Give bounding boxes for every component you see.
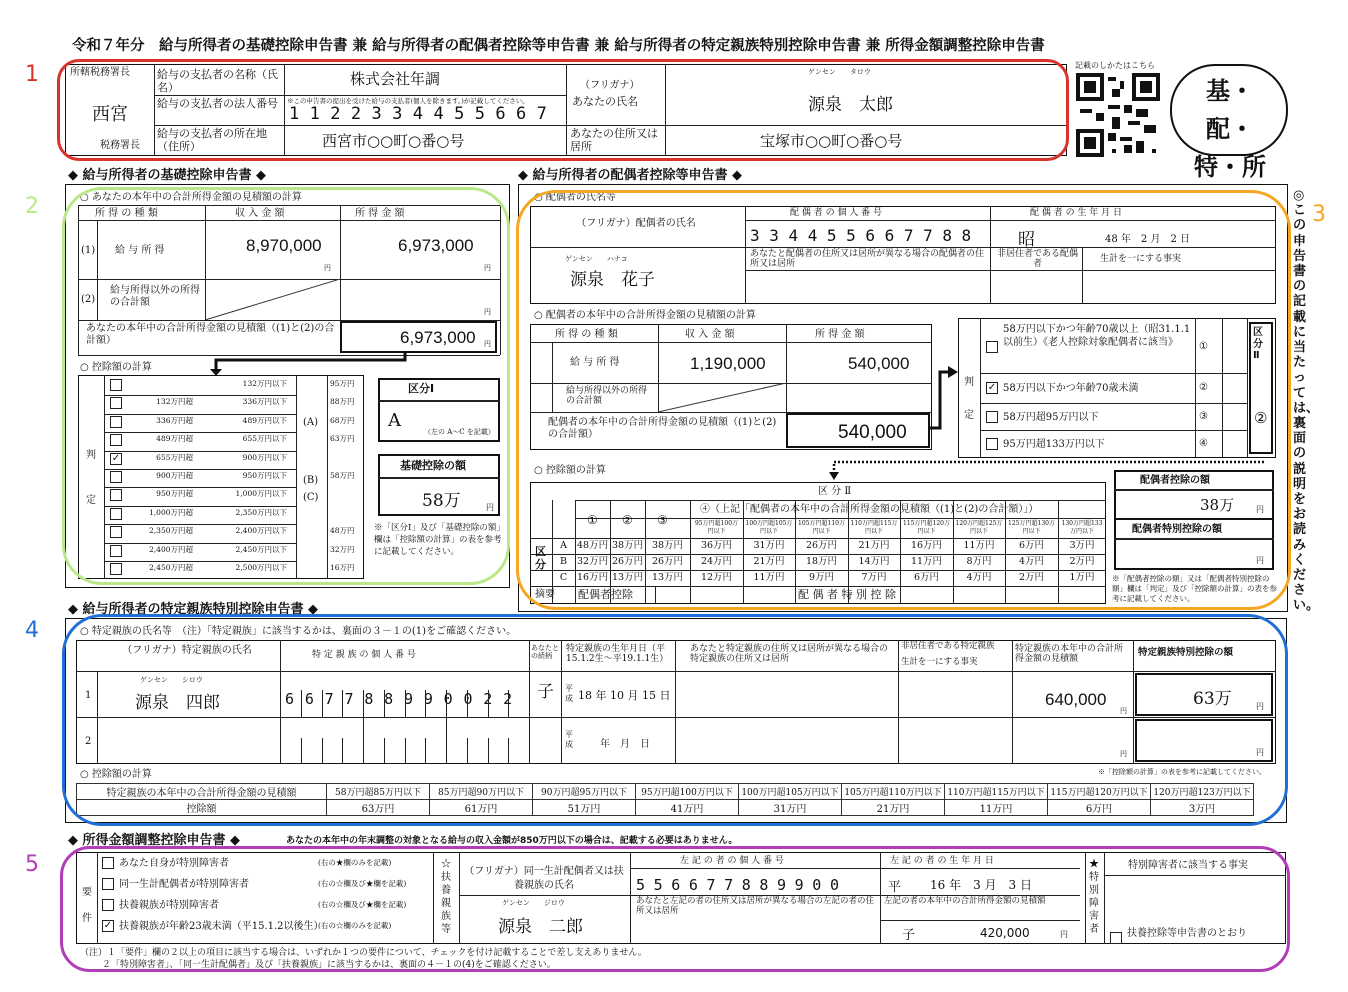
spouse-grid-cell: 6万円 — [913, 572, 940, 583]
adjust-section-title: ◆ 所得金額調整控除申告書 ◆ — [68, 833, 241, 848]
spouse-grid-subhead: 105万円超110万円以下 — [798, 520, 845, 535]
spouse-grid-foot-b: 配 偶 者 特 別 控 除 — [798, 588, 896, 601]
spouse-judge-no: ② — [1199, 382, 1208, 393]
kubun2-value[interactable]: ② — [1254, 409, 1268, 427]
side-note: ◎この申告書の記載に当たっては、裏面の説明をお読みください。 — [1293, 188, 1320, 614]
adjust-rel[interactable]: 子 — [902, 928, 916, 943]
spouse-grid-cell: 21万円 — [753, 556, 785, 567]
spouse-grid-cell: 26万円 — [805, 540, 838, 551]
kubun2-label: 区分Ⅱ — [1253, 327, 1263, 361]
basic-row-to: 336万円以下 — [242, 397, 287, 407]
spouse-kojin-label: 配 偶 者 の 個 人 番 号 — [790, 208, 883, 218]
adjust-note2: ２「特別障害者」、「同一生計配偶者」及び「扶養親族」に該当するかは、裏面の４－１の(4)をご確認ください。 — [102, 960, 556, 970]
basic-row-from: 2,450万円超 — [149, 563, 193, 572]
basic-row1-yen2: 円 — [484, 264, 491, 272]
adjust-total-label: 左記の者の本年中の合計所得金額の見積額 — [884, 896, 1046, 906]
basic-judge2: 定 — [86, 495, 96, 506]
tokutei-range-amount: 3万円 — [1151, 800, 1254, 816]
tokutei-row1-no: 1 — [85, 690, 92, 701]
basic-abc-a: (A) — [303, 417, 319, 428]
adjust-tokubetsu: ★特別障害者 — [1089, 859, 1099, 935]
spouse-calc-title: ○ 配偶者の本年中の合計所得金額の見積額の計算 — [534, 310, 756, 321]
marker-2: 2 — [25, 194, 39, 219]
spouse-grid-cell: 4万円 — [966, 572, 992, 583]
adjust-item-note: (右の★欄のみを記載) — [318, 858, 392, 867]
spouse-grid-cell: C — [559, 572, 568, 583]
tokutei-range-amount: 21万円 — [842, 800, 945, 816]
spouse-section-title: ◆ 給与所得者の配偶者控除等申告書 ◆ — [518, 168, 743, 183]
tokutei-col-rel: あなたとの続柄 — [531, 644, 559, 661]
tokutei-total[interactable]: 640,000 — [1045, 690, 1107, 709]
tokutei-range: 85万円超90万円以下 — [430, 784, 533, 800]
adjust-total[interactable]: 420,000 — [980, 926, 1030, 940]
basic-row-from: 2,350万円超 — [149, 526, 193, 536]
office-suffix: 税務署長 — [100, 140, 140, 151]
spouse-judge-no: ④ — [1199, 438, 1208, 449]
adjust-name-label: （フリガナ）同一生計配偶者又は扶養親族の氏名 — [464, 866, 624, 891]
spouse-grid-cell: 2万円 — [1018, 572, 1045, 583]
spouse-row2-label: 給与所得以外の所得の合計額 — [566, 386, 648, 407]
basic-row2-label: 給与所得以外の所得の合計額 — [110, 285, 200, 308]
payer-addr-label: 給与の支払者の所在地（住所） — [157, 127, 267, 153]
adjust-birth[interactable]: 16 年 3 月 3 日 — [930, 878, 1032, 892]
tokutei-col-amount: 特定親族特別控除の額 — [1138, 647, 1234, 658]
adjust-item-checkbox[interactable]: ✓ — [103, 920, 113, 931]
spouse-amount-label: 配偶者控除の額 — [1140, 475, 1210, 486]
tokutei-range-amount: 61万円 — [430, 800, 533, 816]
spouse-grid-cell: 38万円 — [612, 540, 644, 551]
spouse-judge-label: 58万円超95万円以下 — [1003, 411, 1099, 423]
tokutei-range-amount: 6万円 — [1048, 800, 1151, 816]
adjust-item-note: (右の☆欄及び★欄を記載) — [318, 879, 407, 888]
basic-abc-b: (B) — [303, 475, 319, 486]
basic-row-to: 489万円以下 — [242, 415, 287, 425]
spouse-grid-subhead: 125万円超130万円以下 — [1008, 520, 1055, 535]
qr-label: 記載のしかたはこちら — [1075, 61, 1155, 70]
your-address[interactable]: 宝塚市○○町○番○号 — [760, 132, 903, 150]
form-type-badge-text: 基・配・特・所 — [1194, 77, 1266, 181]
spouse-judge-no: ① — [1199, 340, 1208, 352]
spouse-total-label: 配偶者の本年中の合計所得金額の見積額（(1)と(2)の合計額） — [548, 417, 777, 440]
adjust-item-note: (右の☆欄及び★欄を記載) — [318, 900, 407, 909]
annotation-outline-3 — [516, 190, 1291, 610]
adjust-item-label: 同一生計配偶者が特別障害者 — [119, 879, 249, 890]
tokutei-range: 100万円超105万円以下 — [739, 784, 842, 800]
spouse-col-shotoku: 所 得 金 額 — [815, 329, 865, 340]
spouse-grid-cell: A — [560, 540, 567, 551]
tokutei-row-label2: 控除額 — [77, 800, 327, 816]
tokutei-kojin[interactable]: 667788990022 — [285, 690, 523, 708]
basic-row-to: 2,350万円以下 — [235, 507, 287, 517]
tokutei-birth2[interactable]: 年 月 日 — [600, 739, 650, 750]
spouse-name-title: ○ 配偶者の氏名等 — [534, 192, 616, 203]
adjust-kojin-label: 左 記 の 者 の 個 人 番 号 — [680, 856, 784, 866]
spouse-grid-cell: 8万円 — [966, 556, 992, 567]
basic-row-to: 1,000万円以下 — [235, 489, 287, 499]
kubun1-note: （左の A～C を記載） — [424, 428, 495, 436]
spouse-grid-subhead: 110万円超115万円以下 — [850, 520, 898, 535]
spouse-grid-cell: 11万円 — [910, 556, 943, 567]
spouse-grid-cell: 14万円 — [858, 556, 890, 567]
basic-row2-no: (2) — [81, 294, 96, 305]
tokutei-range: 90万円超95万円以下 — [533, 784, 636, 800]
your-furigana[interactable]: ゲンセン タロウ — [808, 68, 871, 76]
tokutei-row2-no: 2 — [85, 736, 92, 747]
tokutei-era2: 平成 — [565, 730, 573, 749]
adjust-item-label: 扶養親族が年齢23歳未満（平15.1.2以後生） — [119, 921, 324, 932]
spouse-grid-cell: 1万円 — [1069, 572, 1095, 583]
basic-row-to: 2,500万円以下 — [235, 563, 287, 572]
spouse-col-income: 収 入 金 額 — [685, 329, 735, 340]
annotation-outline-1 — [57, 59, 1069, 161]
basic-row-from: 1,000万円超 — [149, 507, 193, 517]
adjust-kojin[interactable]: 556677889900 — [636, 876, 848, 894]
adjust-tokubetsu-label: 特別障害者に該当する事実 — [1128, 860, 1248, 871]
tokutei-range: 120万円超123万円以下 — [1151, 784, 1254, 800]
basic-row-amount: 32万円 — [330, 544, 355, 554]
spouse-deduct-title: ○ 控除額の計算 — [534, 465, 606, 476]
adjust-item-label: 扶養親族が特別障害者 — [119, 900, 219, 911]
kubun1-label: 区分Ⅰ — [408, 382, 435, 395]
basic-amount-yen: 円 — [486, 503, 494, 512]
basic-row-to: 2,450万円以下 — [235, 544, 287, 554]
spouse-grid-cell: 24万円 — [700, 556, 733, 567]
tokutei-total2-yen: 円 — [1120, 750, 1127, 758]
qr-code-icon[interactable] — [1076, 73, 1160, 157]
basic-abc-c: (C) — [303, 492, 319, 503]
spouse-grid-colno: ③ — [657, 513, 668, 527]
spouse-amount-yen: 円 — [1256, 505, 1264, 514]
spouse-grid-cell: 3万円 — [1069, 540, 1095, 551]
spouse-seikei: 生計を一にする事実 — [1100, 254, 1182, 264]
tokutei-range-amount: 31万円 — [739, 800, 842, 816]
basic-row-amount: 88万円 — [330, 397, 355, 407]
spouse-row1-shotoku[interactable]: 540,000 — [848, 354, 910, 373]
tokutei-amount-yen: 円 — [1256, 702, 1264, 711]
spouse-grid-cell: 36万円 — [700, 540, 733, 551]
spouse-grid-teki: 摘要 — [535, 589, 555, 600]
basic-row-from: 489万円超 — [156, 434, 193, 444]
basic-row-from: 900万円超 — [156, 471, 193, 480]
payer-name-label: 給与の支払者の名称（氏名） — [157, 68, 278, 94]
spouse-hikyo: 非居住者である配偶者 — [996, 249, 1078, 270]
tokutei-amount2-yen: 円 — [1256, 748, 1264, 757]
tokutei-col-seikei: 生計を一にする事実 — [901, 657, 978, 667]
your-name[interactable]: 源泉 太郎 — [808, 95, 893, 115]
spouse-addr-diff: あなたと配偶者の住所又は居所が異なる場合の配偶者の住所又は居所 — [750, 249, 985, 270]
basic-col-income: 収 入 金 額 — [235, 208, 285, 219]
basic-row-from: 655万円超 — [156, 452, 193, 462]
spouse-judge-label: 95万円超133万円以下 — [1003, 439, 1105, 450]
basic-row-to: 950万円以下 — [242, 471, 287, 480]
spouse-grid-cell: 13万円 — [612, 572, 644, 583]
basic-total[interactable]: 6,973,000 — [400, 328, 476, 347]
spouse-birth[interactable]: 48 年 2 月 2 日 — [1105, 234, 1190, 245]
spouse-grid-cell: 16万円 — [910, 540, 943, 551]
basic-section-title: ◆ 給与所得者の基礎控除申告書 ◆ — [68, 168, 267, 183]
marker-1: 1 — [25, 62, 39, 87]
basic-row-amount: 63万円 — [330, 434, 355, 444]
corp-no-label: 給与の支払者の法人番号 — [157, 97, 278, 110]
adjust-era[interactable]: 平 — [888, 880, 902, 895]
corp-no[interactable]: 1122334455667 — [289, 104, 558, 124]
basic-row-from: 336万円超 — [156, 415, 193, 425]
basic-row-from: 950万円超 — [156, 489, 193, 499]
spouse-grid-cell: 21万円 — [858, 540, 890, 551]
basic-judge: 判 — [86, 450, 96, 461]
tokutei-amount[interactable]: 63万 — [1193, 689, 1232, 709]
tokutei-section-title: ◆ 給与所得者の特定親族特別控除申告書 ◆ — [68, 602, 319, 617]
tokutei-range-amount: 63万円 — [327, 800, 430, 816]
spouse-grid-cell: 16万円 — [577, 572, 609, 583]
spouse-grid-cell: 26万円 — [651, 556, 684, 567]
tokutei-range: 110万円超115万円以下 — [945, 784, 1048, 800]
marker-4: 4 — [25, 618, 39, 643]
adjust-total-yen: 円 — [1060, 930, 1068, 939]
basic-row-amount: 58万円 — [330, 471, 355, 480]
tokutei-birth[interactable]: 18 年 10 月 15 日 — [578, 689, 671, 702]
marker-3: 3 — [1312, 202, 1326, 227]
spouse-judge-checkbox[interactable]: ✓ — [987, 382, 997, 393]
tokutei-col-birth: 特定親族の生年月日（平15.1.2生～平19.1.1生） — [566, 644, 669, 665]
payer-address[interactable]: 西宮市○○町○番○号 — [322, 132, 465, 150]
tokutei-range: 115万円超120万円以下 — [1048, 784, 1151, 800]
spouse-grid-kubun-header: 区 分 Ⅱ — [818, 486, 852, 497]
spouse-row1-income[interactable]: 1,190,000 — [690, 354, 766, 373]
spouse-grid-cell: 13万円 — [651, 572, 684, 583]
spouse-grid-colno: ② — [622, 513, 633, 527]
basic-row-amount: 95万円 — [330, 379, 355, 388]
spouse-grid-cell: 26万円 — [612, 556, 644, 567]
basic-row-to: 900万円以下 — [242, 452, 287, 462]
adjust-rel-label: あなたと左記の者の住所又は居所が異なる場合の左記の者の住所又は居所 — [636, 896, 875, 916]
tokutei-col-total: 特定親族の本年中の合計所得金額の見積額 — [1015, 644, 1124, 665]
spouse-grid-kubun: 区分 — [535, 545, 546, 571]
adjust-item-label: あなた自身が特別障害者 — [119, 858, 229, 869]
basic-row1-shotoku[interactable]: 6,973,000 — [398, 236, 474, 255]
tokutei-range: 95万円超100万円以下 — [636, 784, 739, 800]
tokutei-range-amount: 11万円 — [945, 800, 1048, 816]
spouse-amount[interactable]: 38万 — [1200, 496, 1235, 514]
spouse-judge-h1: 判 — [964, 377, 974, 388]
tokutei-col-addr: あなたと特定親族の住所又は居所が異なる場合の特定親族の住所又は居所 — [690, 644, 889, 665]
tokutei-rel[interactable]: 子 — [537, 682, 554, 702]
tokutei-furigana[interactable]: ゲンセン シロウ — [140, 676, 203, 684]
spouse-grid-cell: 6万円 — [1018, 540, 1045, 551]
spouse-special-yen: 円 — [1256, 556, 1264, 565]
spouse-judge-label: 58万円以下かつ年齢70歳未満 — [1003, 383, 1139, 394]
spouse-birth-label: 配 偶 者 の 生 年 月 日 — [1030, 208, 1123, 218]
spouse-grid-cell: 32万円 — [577, 556, 609, 567]
spouse-judge-h2: 定 — [964, 410, 974, 421]
adjust-sub: あなたの本年中の年末調整の対象となる給与の収入金額が850万円以下の場合は、記載する必要はありません。 — [286, 836, 738, 846]
basic-row-to: 655万円以下 — [242, 434, 287, 444]
basic-row-amount: 48万円 — [330, 526, 355, 536]
spouse-grid-cell: 18万円 — [805, 556, 838, 567]
your-name-label: あなたの氏名 — [572, 95, 638, 108]
basic-row-from: 132万円超 — [156, 397, 193, 407]
spouse-row1-label: 給 与 所 得 — [570, 357, 620, 368]
basic-row-to: 132万円以下 — [242, 379, 287, 388]
spouse-grid-cell: 7万円 — [861, 572, 887, 583]
tokutei-deduct-title: ○ 控除額の計算 — [80, 769, 152, 780]
tokutei-name[interactable]: 源泉 四郎 — [135, 693, 220, 713]
marker-5: 5 — [25, 852, 39, 877]
basic-col-shotoku: 所 得 金 額 — [355, 208, 405, 219]
tokutei-total-yen: 円 — [1120, 707, 1127, 715]
basic-row2-yen: 円 — [484, 308, 491, 316]
basic-row-amount: 68万円 — [330, 415, 355, 425]
basic-amount-label: 基礎控除の額 — [400, 459, 466, 472]
adjust-furigana[interactable]: ゲンセン ジロウ — [502, 899, 565, 907]
basic-row1-income[interactable]: 8,970,000 — [246, 236, 322, 255]
tokutei-note: ※「控除額の計算」の表を参考に記載してください。 — [1098, 768, 1266, 776]
basic-note: ※「区分Ⅰ」及び「基礎控除の額」欄は「控除額の計算」の表を参考に記載してください。 — [374, 523, 502, 557]
annotation-outline-5 — [60, 846, 1290, 972]
office-name[interactable]: 西宮 — [92, 104, 128, 125]
tokutei-title: ○ 特定親族の氏名等 （注）「特定親族」に該当するかは、裏面の３－１の(1)をご確認ください。 — [80, 626, 517, 637]
spouse-grid-subhead: 95万円超100万円以下 — [694, 520, 739, 535]
furigana-label: （フリガナ） — [580, 80, 640, 91]
tokutei-range: 58万円超85万円以下 — [327, 784, 430, 800]
spouse-grid-col4: ④（上記「配偶者の本年中の合計所得金額の見積額（(1)と(2)の合計額）」） — [700, 504, 1039, 515]
adjust-req: 要件 — [82, 887, 92, 924]
adjust-birth-label: 左 記 の 者 の 生 年 月 日 — [890, 856, 994, 866]
spouse-grid-cell: 4万円 — [1018, 556, 1045, 567]
spouse-grid-cell: 9万円 — [808, 572, 835, 583]
adjust-tokubetsu-check-label: 扶養控除等申告書のとおり — [1127, 928, 1247, 939]
spouse-judge-no: ③ — [1199, 410, 1208, 422]
spouse-grid-cell: 2万円 — [1069, 556, 1095, 567]
basic-col-kind: 所 得 の 種 類 — [95, 208, 158, 219]
spouse-grid-cell: 12万円 — [700, 572, 733, 583]
basic-row-amount: 16万円 — [330, 563, 355, 572]
basic-total-yen: 円 — [484, 340, 491, 348]
spouse-grid-colno: ① — [587, 513, 598, 527]
basic-row1-no: (1) — [81, 245, 96, 256]
spouse-col-kind: 所 得 の 種 類 — [555, 329, 618, 340]
spouse-grid-cell: B — [560, 556, 567, 567]
spouse-grid-subhead: 115万円超120万円以下 — [903, 520, 950, 535]
payer-name[interactable]: 株式会社年調 — [350, 70, 441, 88]
spouse-grid-cell: 38万円 — [651, 540, 684, 551]
adjust-note1: （注）１「要件」欄の２以上の項目に該当する場合は、いずれか１つの要件について、チェックを付け記載することで差し支えありません。 — [80, 948, 647, 958]
spouse-grid-subhead: 130万円超133万円以下 — [1061, 520, 1103, 535]
kubun1-value[interactable]: A — [388, 410, 401, 431]
spouse-grid-subhead: 100万円超105万円以下 — [745, 520, 793, 535]
basic-row1-yen: 円 — [324, 264, 331, 272]
spouse-grid-subhead: 120万円超125万円以下 — [955, 520, 1003, 535]
tokutei-col-name: （フリガナ）特定親族の氏名 — [122, 645, 252, 656]
adjust-item-note: (右の☆欄のみを記載) — [318, 921, 392, 930]
corp-no-note: ※この申告書の提出を受けた給与の支払者(個人を除きます。)が記載してください。 — [287, 97, 529, 105]
spouse-grid-foot-a: 配偶者控除 — [578, 588, 633, 601]
spouse-grid-cell: 11万円 — [753, 572, 785, 583]
adjust-fuyo: ☆扶養親族等 — [441, 859, 451, 935]
spouse-grid-cell: 48万円 — [577, 540, 609, 551]
basic-row-from: 2,400万円超 — [149, 544, 193, 554]
spouse-note: ※「配偶者控除の額」又は「配偶者特別控除の額」欄は「判定」及び「控除額の計算」の表を参考に記載してください。 — [1112, 574, 1277, 603]
spouse-special-label: 配偶者特別控除の額 — [1132, 524, 1222, 535]
spouse-name[interactable]: 源泉 花子 — [570, 270, 655, 290]
basic-row1-label: 給 与 所 得 — [115, 245, 165, 256]
basic-deduct-title: ○ 控除額の計算 — [80, 362, 152, 373]
tokutei-era: 平成 — [565, 684, 573, 703]
spouse-grid-cell: 11万円 — [963, 540, 995, 551]
your-addr-label: あなたの住所又は居所 — [570, 127, 658, 153]
basic-row-to: 2,400万円以下 — [235, 526, 287, 536]
tokutei-range: 105万円超110万円以下 — [842, 784, 945, 800]
tokutei-range-amount: 51万円 — [533, 800, 636, 816]
spouse-furigana[interactable]: ゲンセン ハナコ — [565, 255, 628, 263]
page-title: 令和７年分 給与所得者の基礎控除申告書 兼 給与所得者の配偶者控除等申告書 兼 給与所得者の特定親族特別控除申告書 兼 所得金額調整控除申告書 — [72, 38, 1045, 54]
spouse-judge-label: 58万円以下かつ年齢70歳以上（昭31.1.1以前生）《老人控除対象配偶者に該当》 — [1003, 324, 1191, 348]
spouse-era[interactable]: 昭 — [1018, 230, 1035, 250]
tokutei-col-kojin: 特 定 親 族 の 個 人 番 号 — [312, 650, 416, 660]
adjust-name[interactable]: 源泉 二郎 — [498, 917, 583, 937]
spouse-total[interactable]: 540,000 — [838, 422, 907, 443]
office-label: 所轄税務署長 — [70, 67, 130, 78]
basic-row-checkbox[interactable]: ✓ — [111, 452, 121, 464]
tokutei-range-amount: 41万円 — [636, 800, 739, 816]
basic-total-label: あなたの本年中の合計所得金額の見積額（(1)と(2)の合計額） — [86, 323, 335, 346]
basic-calc-title: ○ あなたの本年中の合計所得金額の見積額の計算 — [80, 192, 302, 203]
spouse-grid-cell: 31万円 — [753, 540, 785, 551]
annotation-outline-2 — [62, 187, 510, 585]
spouse-furigana-label: （フリガナ）配偶者の氏名 — [576, 218, 696, 229]
tokutei-col-hikyo: 非居住者である特定親族 — [901, 641, 995, 651]
basic-amount[interactable]: 58万 — [422, 491, 461, 511]
annotation-outline-4 — [62, 614, 1288, 826]
spouse-kojin[interactable]: 334455667788 — [750, 226, 981, 245]
tokutei-row-label: 特定親族の本年中の合計所得金額の見積額 — [77, 784, 327, 800]
